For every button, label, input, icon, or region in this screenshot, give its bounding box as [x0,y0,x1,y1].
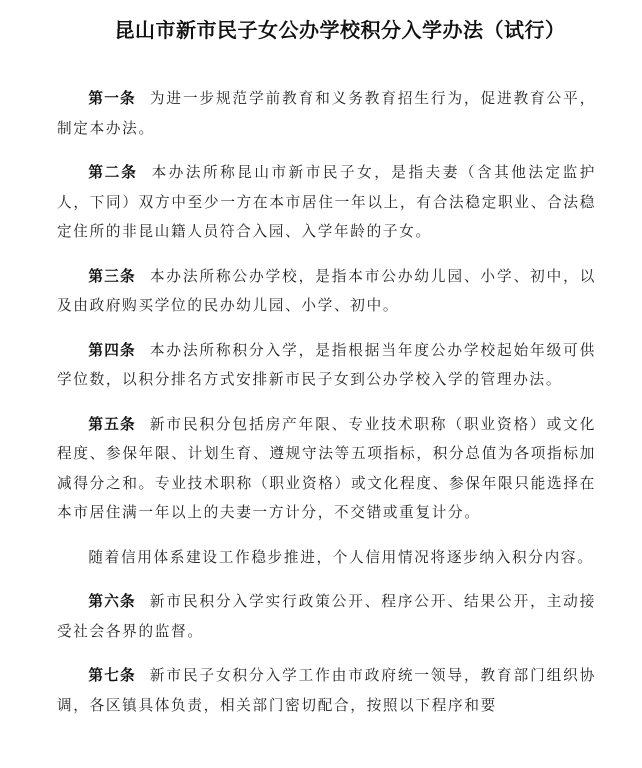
article-label: 第四条 [88,341,136,359]
article-text: 本办法所称公办学校，是指本市公办幼儿园、小学、初中，以及由政府购买学位的民办幼儿园、小学、初中。 [57,267,596,314]
article-text: 新市民积分入学实行政策公开、程序公开、结果公开，主动接受社会各界的监督。 [57,593,596,640]
article-7 [57,661,596,720]
paragraph-text: 随着信用体系建设工作稳步推进，个人信用情况将逐步纳入积分内容。 [88,548,594,566]
article-6 [57,587,596,646]
article-label: 第三条 [88,267,136,285]
article-text: 新市民子女积分入学工作由市政府统一领导，教育部门组织协调，各区镇具体负责，相关部门密切配合，按照以下程序和要 [57,667,596,714]
article-text: 本办法所称积分入学，是指根据当年度公办学校起始年级可供学位数，以积分排名方式安排新市民子女到公办学校入学的管理办法。 [57,341,596,388]
article-3 [57,262,596,321]
article-label: 第七条 [88,667,136,684]
article-text: 为进一步规范学前教育和义务教育招生行为，促进教育公平，制定本办法。 [57,90,596,137]
article-1 [57,84,596,143]
article-label: 第六条 [88,593,136,610]
article-5-continuation [57,543,596,573]
article-5 [57,410,596,528]
document-title: 昆山市新市民子女公办学校积分入学办法（试行） [114,18,566,42]
article-2 [57,158,596,247]
article-text: 本办法所称昆山市新市民子女，是指夫妻（含其他法定监护人，下同）双方中至少一方在本市居住一年以上，有合法稳定职业、合法稳定住所的非昆山籍人员符合入园、入学年龄的子女。 [57,164,596,240]
article-text: 新市民积分包括房产年限、专业技术职称（职业资格）或文化程度、参保年限、计划生育、遵规守法等五项指标，积分总值为各项指标加减得分之和。专业技术职称（职业资格）或文化程度、参保年限只能选择在本市居住满一年以上的夫妻一方计分，不交错或重复计分。 [57,415,596,521]
article-label: 第五条 [88,415,136,433]
document-body [57,84,596,720]
article-label: 第一条 [88,90,136,107]
article-4 [57,336,596,395]
article-label: 第二条 [88,164,138,181]
